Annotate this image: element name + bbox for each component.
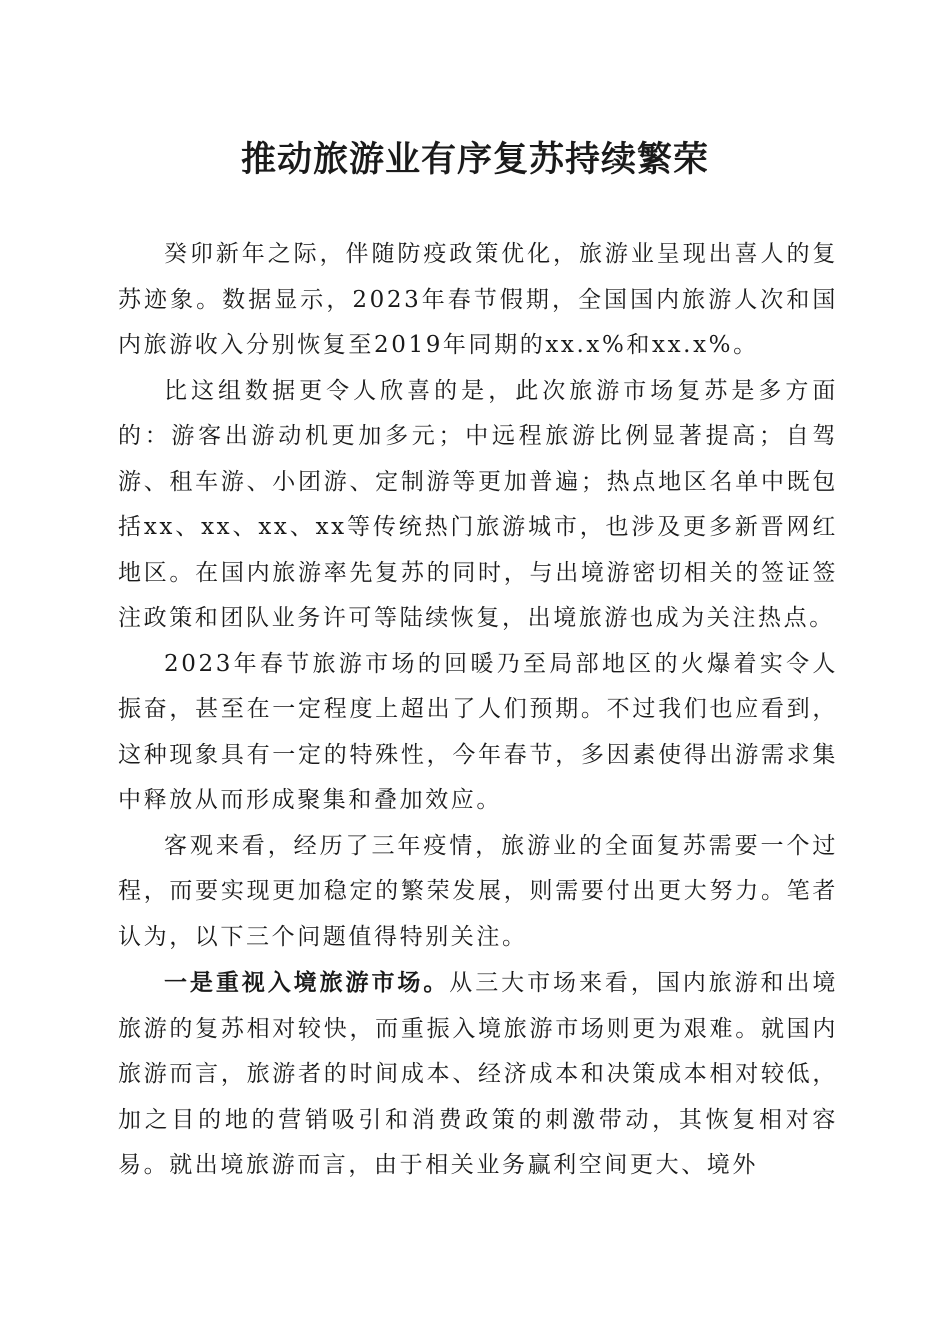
paragraph-2: 比这组数据更令人欣喜的是，此次旅游市场复苏是多方面的：游客出游动机更加多元；中远程旅游比例显著提高；自驾游、租车游、小团游、定制游等更加普遍；热点地区名单中既包括xx、xx、xx、xx等传统热门旅游城市，也涉及更多新晋网红地区。在国内旅游率先复苏的同时，与出境游密切相关的签证签注政策和团队业务许可等陆续恢复，出境旅游也成为关注热点。 (118, 377, 838, 631)
paragraph-3: 2023年春节旅游市场的回暖乃至局部地区的火爆着实令人振奋，甚至在一定程度上超出了人们预期。不过我们也应看到，这种现象具有一定的特殊性，今年春节，多因素使得出游需求集中释放从而形成聚集和叠加效应。 (118, 650, 838, 813)
paragraph-4: 客观来看，经历了三年疫情，旅游业的全面复苏需要一个过程，而要实现更加稳定的繁荣发展，则需要付出更大努力。笔者认为，以下三个问题值得特别关注。 (118, 832, 838, 950)
paragraph-1: 癸卯新年之际，伴随防疫政策优化，旅游业呈现出喜人的复苏迹象。数据显示，2023年春节假期，全国国内旅游人次和国内旅游收入分别恢复至2019年同期的xx.x%和xx.x%。 (118, 241, 838, 358)
article-body (118, 232, 838, 1189)
paragraph-5-lead: 一是重视入境旅游市场。 (164, 969, 450, 996)
paragraph-5-text: 从三大市场来看，国内旅游和出境旅游的复苏相对较快，而重振入境旅游市场则更为艰难。就国内旅游而言，旅游者的时间成本、经济成本和决策成本相对较低，加之目的地的营销吸引和消费政策的刺激带动，其恢复相对容易。就出境旅游而言，由于相关业务赢利空间更大、境外 (118, 970, 838, 1178)
paragraph-5 (118, 960, 838, 1189)
page-title: 推动旅游业有序复苏持续繁荣 (240, 139, 709, 180)
